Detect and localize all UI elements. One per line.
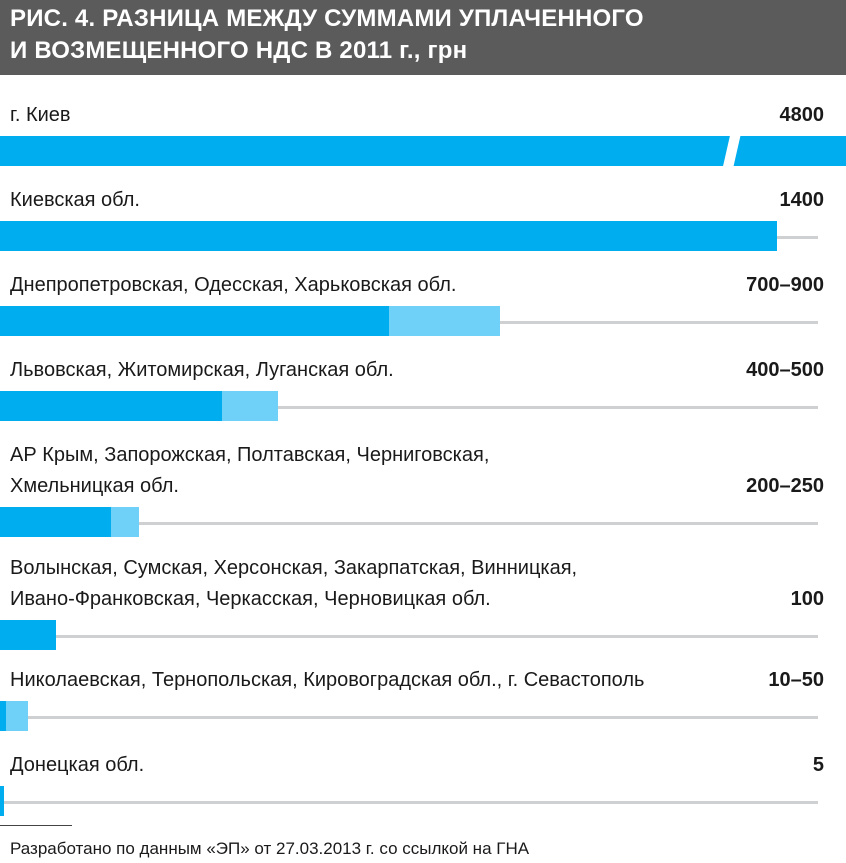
category-label: АР Крым, Запорожская, Полтавская, Черниговская, xyxy=(10,444,490,466)
bar-high-range xyxy=(389,306,500,336)
category-label: Донецкая обл. xyxy=(10,754,145,776)
value-label: 10–50 xyxy=(768,669,824,691)
bar-low-value xyxy=(0,306,389,336)
bar-high-range xyxy=(111,507,139,537)
source-note: Разработано по данным «ЭП» от 27.03.2013 г. со ссылкой на ГНА xyxy=(10,839,530,858)
value-label: 5 xyxy=(812,754,824,776)
bar-track xyxy=(0,716,818,719)
value-label: 200–250 xyxy=(746,475,824,497)
value-label: 4800 xyxy=(779,104,824,126)
bar-high-range xyxy=(222,391,278,421)
category-label: Хмельницкая обл. xyxy=(10,475,179,497)
chart-header xyxy=(0,0,846,75)
bar-high-range xyxy=(6,701,28,731)
category-label: Днепропетровская, Одесская, Харьковская обл. xyxy=(10,274,457,296)
value-label: 1400 xyxy=(779,189,824,211)
bar-track xyxy=(0,801,818,804)
chart-title-line-1: РИС. 4. РАЗНИЦА МЕЖДУ СУММАМИ УПЛАЧЕННОГО xyxy=(10,5,644,32)
category-label: Волынская, Сумская, Херсонская, Закарпатская, Винницкая, xyxy=(10,557,578,579)
footer-divider xyxy=(0,825,72,826)
bar-low-value xyxy=(0,391,222,421)
value-label: 700–900 xyxy=(746,274,824,296)
value-label: 100 xyxy=(790,588,824,610)
axis-break-mark xyxy=(708,129,748,173)
chart-title-line-2: И ВОЗМЕЩЕННОГО НДС В 2011 г., грн xyxy=(10,37,468,64)
bar-low-value xyxy=(0,507,111,537)
category-label: г. Киев xyxy=(10,104,71,126)
bar-track xyxy=(0,635,818,638)
category-label: Николаевская, Тернопольская, Кировоградская обл., г. Севастополь xyxy=(10,669,645,691)
category-label: Ивано-Франковская, Черкасская, Черновицкая обл. xyxy=(10,588,491,610)
category-label: Киевская обл. xyxy=(10,189,140,211)
bar-low-value xyxy=(0,221,777,251)
bar-low-value xyxy=(0,786,4,816)
bar-low-value xyxy=(0,620,56,650)
category-label: Львовская, Житомирская, Луганская обл. xyxy=(10,359,394,381)
value-label: 400–500 xyxy=(746,359,824,381)
